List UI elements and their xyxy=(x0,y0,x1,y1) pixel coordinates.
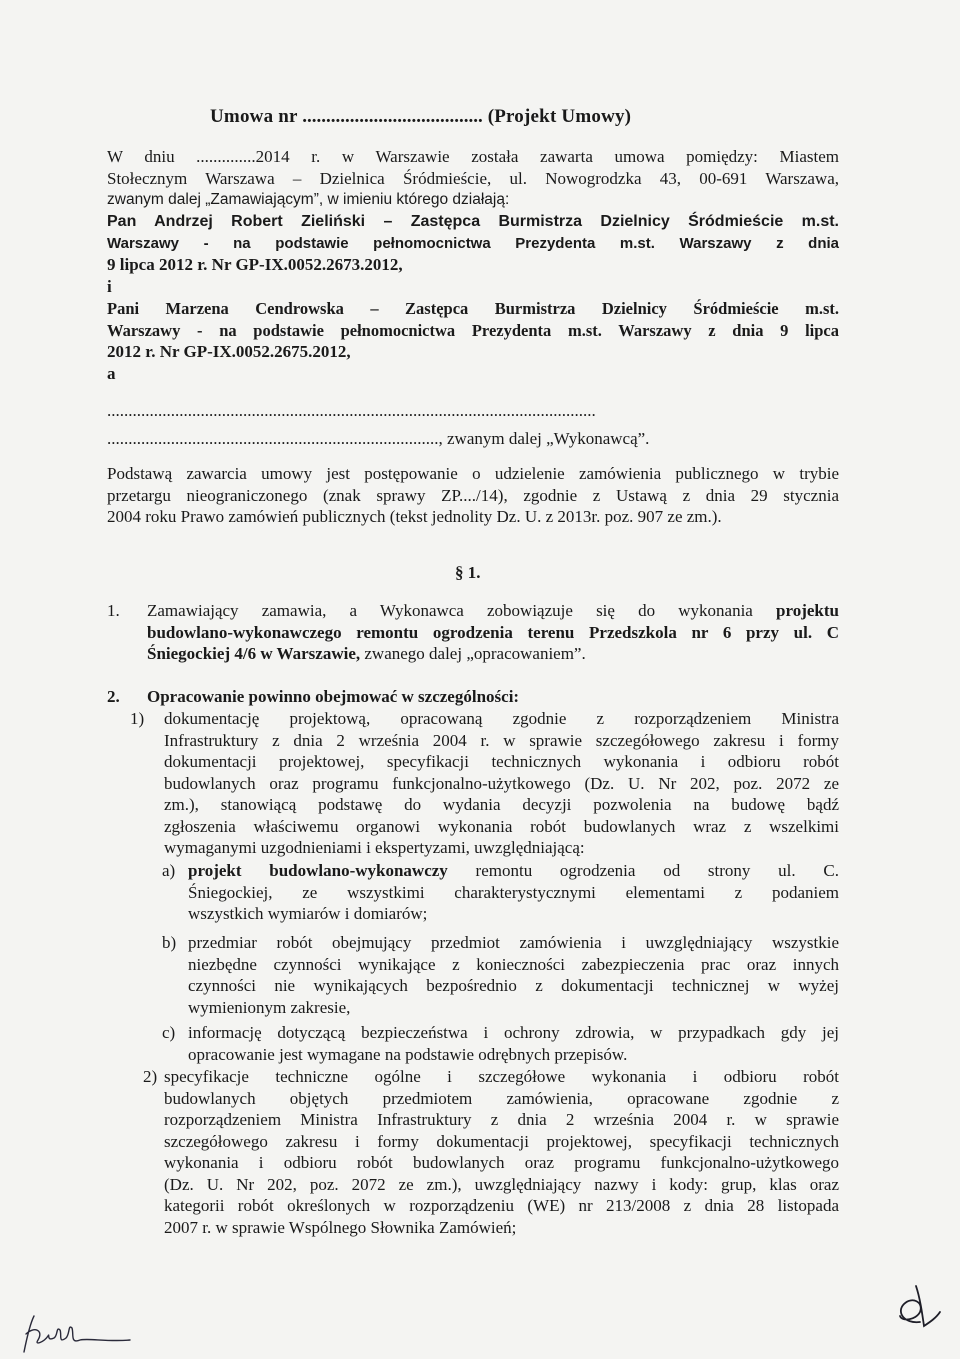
representative-2 xyxy=(107,298,839,384)
contractor-dots-line-1: ................................................................................................................... xyxy=(107,401,596,420)
intro-line-1: W dniu ..............2014 r. w Warszawie została zawarta umowa pomiędzy: Miastem xyxy=(107,147,839,166)
point-1-number: 1. xyxy=(107,601,120,620)
subitem-c-line-2: opracowanie jest wymagane na podstawie odrębnych przepisów. xyxy=(188,1044,628,1064)
item-2-line-6: (Dz. U. Nr 202, poz. 2072 ze zm.), uwzględniający nazwy i kody: grup, klas oraz xyxy=(164,1174,839,1194)
contractor-dots-line-2: .............................................................................. xyxy=(107,428,439,448)
subitem-b-number: b) xyxy=(162,933,177,952)
subitem-b-line-4: wymienionym zakresie, xyxy=(188,997,351,1017)
subitem-a xyxy=(188,860,839,925)
basis-line-1: Podstawą zawarcia umowy jest postępowanie o udzielenie zamówienia publicznego w trybie xyxy=(107,464,839,483)
item-1-number: 1) xyxy=(130,709,145,728)
item-2-line-4: szczegółowego zakresu i formy dokumentacji projektowej, specyfikacji technicznych xyxy=(164,1131,839,1151)
rep2-line-1: Pani Marzena Cendrowska – Zastępca Burmistrza Dzielnicy Śródmieście m.st. xyxy=(107,299,839,318)
point-1-line-1-text: Zamawiający zamawia, a Wykonawca zobowiązuje się do wykonania xyxy=(147,601,777,620)
basis-line-2: przetargu nieograniczonego (znak sprawy ZP..../14), zgodnie z Ustawą z dnia 29 stycznia xyxy=(107,485,839,505)
item-2-line-2: budowlanych objętych przedmiotem zamówienia, opracowane zgodnie z xyxy=(164,1088,839,1108)
item-1 xyxy=(164,708,839,859)
item-2 xyxy=(164,1066,839,1238)
rep2-line-3: 2012 r. Nr GP-IX.0052.2675.2012, xyxy=(107,342,351,361)
point-1 xyxy=(147,600,839,665)
point-1-line-1-bold: projektu xyxy=(776,601,839,620)
subitem-b-line-3: czynności nie wynikających bezpośrednio z dokumentacji technicznej w wyżej xyxy=(188,976,839,995)
subitem-b-line-1: przedmiar robót obejmujący przedmiot zamówienia i uwzględniający wszystkie xyxy=(188,933,839,952)
subitem-a-line-1 xyxy=(188,860,839,882)
item-2-line-1: specyfikacje techniczne ogólne i szczegółowe wykonania i odbioru robót xyxy=(164,1067,839,1086)
subitem-b xyxy=(188,932,839,1018)
item-2-line-3: rozporządzeniem Ministra Infrastruktury z dnia 2 września 2004 r. w sprawie xyxy=(164,1110,839,1129)
item-2-line-5: wykonania i odbioru robót budowlanych oraz programu funkcjonalno-użytkowego xyxy=(164,1153,839,1172)
basis-paragraph xyxy=(107,463,839,528)
subitem-a-line-2: Śniegockiej, ze wszystkimi charakterystycznymi elementami z podaniem xyxy=(188,882,839,902)
item-1-line-4: budowlanych oraz programu funkcjonalno-użytkowego (Dz. U. Nr 202, poz. 2072 ze xyxy=(164,773,839,793)
subitem-c-line-1: informację dotyczącą bezpieczeństwa i ochrony zdrowia, w przypadkach gdy jej xyxy=(188,1023,839,1042)
item-2-line-7: kategorii robót określonych w rozporządzeniu (WE) nr 213/2008 z dnia 28 listopada xyxy=(164,1196,839,1215)
handwritten-initial xyxy=(890,1282,942,1330)
title-prefix: Umowa nr xyxy=(210,106,298,127)
rep1-line-3: 9 lipca 2012 r. Nr GP-IX.0052.2673.2012, xyxy=(107,255,403,274)
item-2-number: 2) xyxy=(143,1067,158,1086)
rep1-line-2: Warszawy - na podstawie pełnomocnictwa Prezydenta m.st. Warszawy z dnia xyxy=(107,234,839,252)
contractor-suffix: , zwanym dalej „Wykonawcą”. xyxy=(438,428,650,448)
subitem-b-line-2: niezbędne czynności wynikające z konieczności zabezpieczenia prac oraz innych xyxy=(188,954,839,974)
point-1-line-1 xyxy=(147,600,839,622)
contract-title xyxy=(210,106,631,128)
subitem-c-number: c) xyxy=(162,1023,176,1042)
point-1-line-3 xyxy=(147,643,839,665)
subitem-a-bold: projekt budowlano-wykonawczy xyxy=(188,861,448,880)
point-1-line-2: budowlano-wykonawczego remontu ogrodzenia terenu Przedszkola nr 6 przy ul. C xyxy=(147,622,839,642)
representative-1 xyxy=(107,211,839,297)
intro-line-2: Stołecznym Warszawa – Dzielnica Śródmieście, ul. Nowogrodzka 43, 00-691 Warszawa, xyxy=(107,168,839,188)
title-number-dots: ...................................... xyxy=(302,106,483,127)
contractor-block xyxy=(107,400,827,449)
item-1-line-2: Infrastruktury z dnia 2 września 2004 r. w sprawie szczegółowego zakresu i formy xyxy=(164,730,839,750)
contractor-line-2 xyxy=(107,428,827,450)
handwritten-signature xyxy=(18,1312,138,1356)
rep1-line-1: Pan Andrzej Robert Zieliński – Zastępca Burmistrza Dzielnicy Śródmieście m.st. xyxy=(107,213,839,230)
subitem-a-number: a) xyxy=(162,861,176,880)
item-1-line-3: dokumentacji projektowej, specyfikacji technicznych wykonania i odbioru robót xyxy=(164,752,839,771)
section-heading: § 1. xyxy=(455,563,481,582)
point-2-number: 2. xyxy=(107,687,120,706)
subitem-a-line-3: wszystkich wymiarów i domiarów; xyxy=(188,904,428,923)
item-1-line-7: wymaganymi uzgodnieniami i ekspertyzami, uwzględniającą: xyxy=(164,838,585,857)
subitem-a-rest: remontu ogrodzenia od strony ul. C. xyxy=(447,861,839,880)
point-1-line-3-text: zwanego dalej „opracowaniem”. xyxy=(360,644,586,663)
rep2-line-2: Warszawy - na podstawie pełnomocnictwa Prezydenta m.st. Warszawy z dnia 9 lipca xyxy=(107,320,839,340)
basis-line-3: 2004 roku Prawo zamówień publicznych (tekst jednolity Dz. U. z 2013r. poz. 907 ze zm.). xyxy=(107,507,722,526)
item-1-line-5: zm.), stanowiącą podstawę do wydania decyzji pozwolenia na budowę bądź xyxy=(164,795,839,814)
subitem-c xyxy=(188,1022,839,1065)
rep2-conjunction: a xyxy=(107,363,116,383)
item-1-line-6: zgłoszenia właściwemu organowi wykonania robót budowlanych wraz z wszelkimi xyxy=(164,816,839,836)
title-suffix: (Projekt Umowy) xyxy=(487,106,632,127)
point-1-line-3-bold: Śniegockiej 4/6 w Warszawie, xyxy=(147,644,361,663)
intro-line-3: zwanym dalej „Zamawiającym”, w imieniu którego działają: xyxy=(107,191,510,208)
intro-paragraph xyxy=(107,146,839,211)
item-1-line-1: dokumentację projektową, opracowaną zgodnie z rozporządzeniem Ministra xyxy=(164,709,839,728)
point-2-heading: Opracowanie powinno obejmować w szczególności: xyxy=(147,687,520,706)
item-2-line-8: 2007 r. w sprawie Wspólnego Słownika Zamówień; xyxy=(164,1217,517,1237)
rep1-conjunction: i xyxy=(107,276,112,296)
